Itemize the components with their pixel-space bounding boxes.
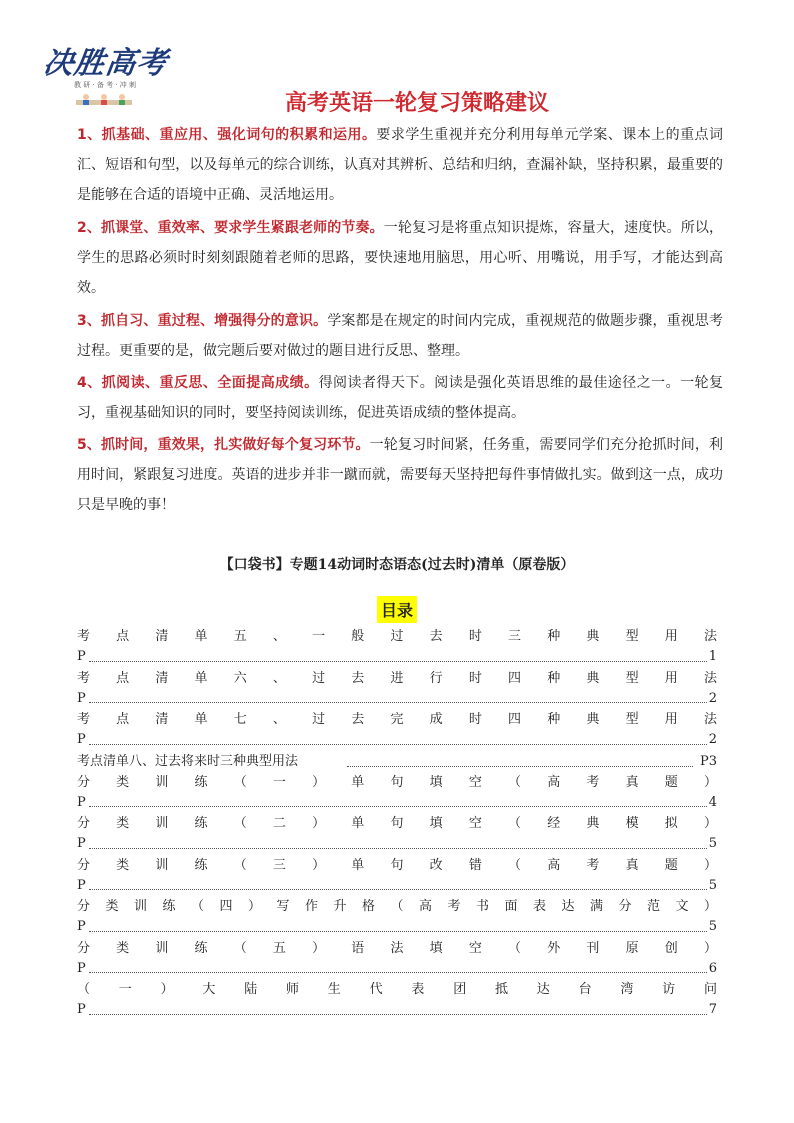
strategy-paragraph <box>77 368 723 428</box>
paragraph-heading: 1、抓基础、重应用、强化词句的积累和运用。 <box>77 127 377 143</box>
toc-page-prefix: P <box>77 836 86 851</box>
paragraph-body: 要求学生重视并充分利用每单元学案、课本上的重点词汇、短语和句型，以及每单元的综合训练，认真对其辨析、总结和归纳，查漏补缺，坚持积累，最重要的是能够在合适的语境中正确、灵活地运用。 <box>77 127 723 203</box>
toc-page-number: 5 <box>708 919 717 934</box>
toc-entry[interactable] <box>77 752 717 773</box>
toc-entry[interactable] <box>77 773 717 815</box>
toc-dot-leader <box>89 889 707 890</box>
logo-subtext: 教 研 · 备 考 · 冲 刺 <box>74 81 137 89</box>
toc-header <box>0 596 794 623</box>
toc-page-prefix: P <box>77 732 86 747</box>
toc-entry-text: 考点清单七、过去完成时四种典型用法 <box>77 712 717 727</box>
toc-entry-text: 考点清单五、一般过去时三种典型用法 <box>77 629 717 644</box>
paragraph-body: 一轮复习是将重点知识提炼，容量大，速度快。所以，学生的思路必须时时刻刻跟随着老师的思路，要快速地用脑思，用心听、用嘴说，用手写，才能达到高效。 <box>77 220 723 296</box>
toc-page-number: P3 <box>699 753 717 769</box>
toc-entry-text: 考点清单八、过去将来时三种典型用法 <box>77 753 299 769</box>
toc-page-number: 2 <box>708 732 717 747</box>
paragraph-heading: 3、抓自习、重过程、增强得分的意识。 <box>77 313 328 329</box>
strategy-paragraph <box>77 306 723 366</box>
toc-entry[interactable] <box>77 897 717 939</box>
table-of-contents <box>77 627 717 1022</box>
toc-entry[interactable] <box>77 939 717 981</box>
toc-page-prefix: P <box>77 794 86 810</box>
toc-dot-leader <box>347 766 693 767</box>
toc-entry[interactable] <box>77 814 717 856</box>
toc-entry[interactable] <box>77 710 717 752</box>
toc-dot-leader <box>89 806 707 807</box>
paragraph-heading: 4、抓阅读、重反思、全面提高成绩。 <box>77 375 319 391</box>
toc-page-prefix: P <box>77 877 86 893</box>
toc-page-prefix: P <box>77 919 86 934</box>
toc-entry[interactable] <box>77 980 717 1022</box>
paragraph-heading: 5、抓时间，重效果，扎实做好每个复习环节。 <box>77 437 370 453</box>
toc-entry-text: 分类训练（三）单句改错（高考真题） <box>77 857 717 873</box>
toc-entry[interactable] <box>77 627 717 669</box>
toc-page-number: 6 <box>708 960 717 976</box>
toc-page-prefix: P <box>77 690 86 706</box>
toc-entry-text: （一）大陆师生代表团抵达台湾访问 <box>77 982 717 997</box>
toc-entry-text: 分类训练（五）语法填空（外刊原创） <box>77 940 717 956</box>
toc-entry-text: 分类训练（二）单句填空（经典模拟） <box>77 816 717 831</box>
paragraph-body: 得阅读者得天下。阅读是强化英语思维的最佳途径之一。一轮复习，重视基础知识的同时，要坚持阅读训练，促进英语成绩的整体提高。 <box>77 375 724 421</box>
toc-title: 目录 <box>377 596 417 623</box>
toc-dot-leader <box>89 931 707 932</box>
paragraph-body: 一轮复习时间紧，任务重，需要同学们充分抢抓时间，利用时间，紧跟复习进度。英语的进步并非一蹴而就，需要每天坚持把每件事情做扎实。做到这一点，成功只是早晚的事！ <box>77 437 724 513</box>
booklet-subtitle: 【口袋书】专题14动词时态语态(过去时)清单（原卷版） <box>219 557 575 573</box>
toc-page-number: 5 <box>708 877 717 893</box>
toc-entry-text: 分类训练（四）写作升格（高考书面表达满分范文） <box>77 899 717 914</box>
toc-entry-text: 分类训练（一）单句填空（高考真题） <box>77 774 717 790</box>
toc-page-number: 7 <box>708 1002 717 1017</box>
toc-page-number: 5 <box>708 836 717 851</box>
toc-dot-leader <box>89 661 707 662</box>
strategy-paragraph <box>77 213 723 303</box>
toc-dot-leader <box>89 1014 707 1015</box>
logo-text: 决胜高考 <box>41 46 170 81</box>
toc-entry[interactable] <box>77 856 717 898</box>
paragraph-heading: 2、抓课堂、重效率、要求学生紧跟老师的节奏。 <box>77 220 384 236</box>
paragraph-body: 学案都是在规定的时间内完成，重视规范的做题步骤，重视思考过程。更重要的是，做完题后要对做过的题目进行反思、整理。 <box>77 313 723 359</box>
toc-dot-leader <box>89 744 707 745</box>
toc-entry[interactable] <box>77 669 717 711</box>
toc-dot-leader <box>89 848 707 849</box>
toc-page-number: 4 <box>708 794 717 810</box>
toc-page-prefix: P <box>77 960 86 976</box>
strategy-paragraph <box>77 120 723 210</box>
toc-entry-text: 考点清单六、过去进行时四种典型用法 <box>77 670 717 686</box>
strategy-paragraph <box>77 430 723 520</box>
toc-page-prefix: P <box>77 1002 86 1017</box>
toc-page-number: 1 <box>708 649 717 664</box>
toc-dot-leader <box>89 702 707 703</box>
page-title: 高考英语一轮复习策略建议 <box>284 91 549 116</box>
toc-dot-leader <box>89 972 707 973</box>
toc-page-number: 2 <box>708 690 717 706</box>
toc-page-prefix: P <box>77 649 86 664</box>
